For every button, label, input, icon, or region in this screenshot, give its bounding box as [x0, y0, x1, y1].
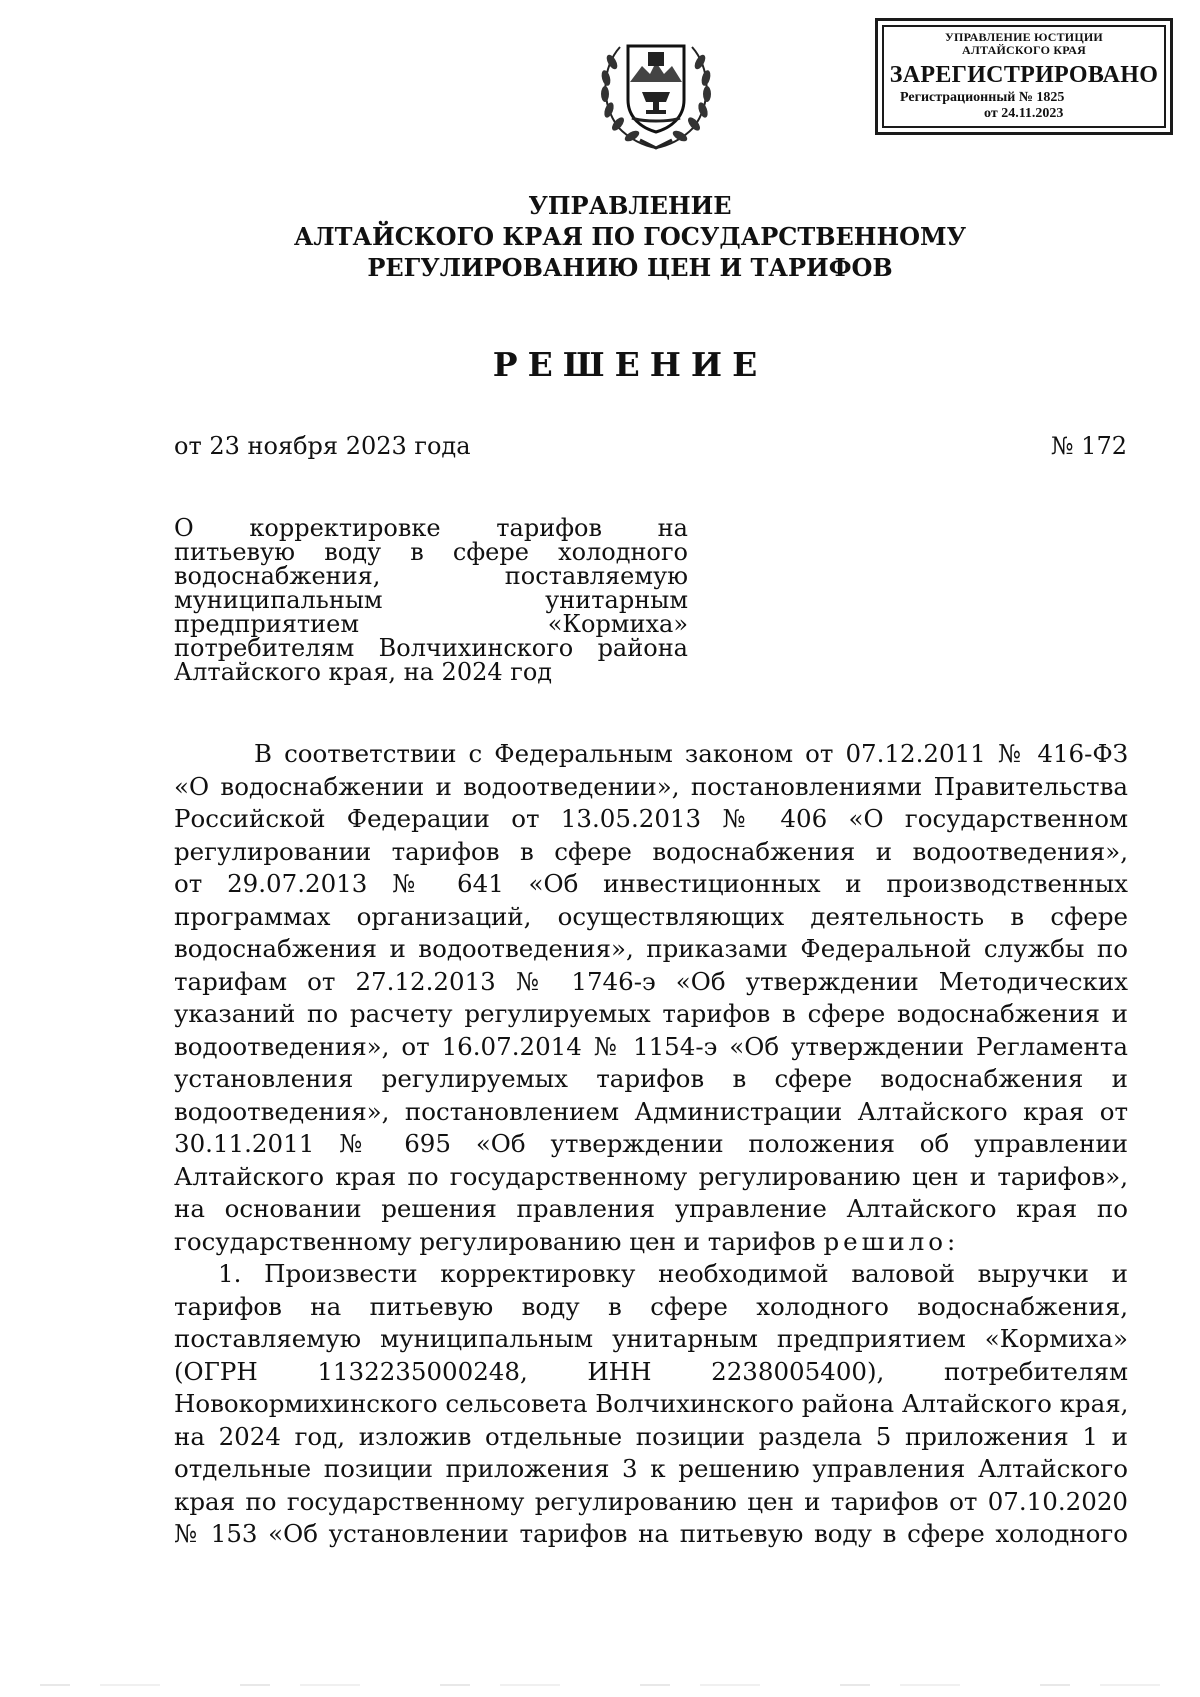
- body-line: водоотведения», постановлением Администрации Алтайского края от: [174, 1096, 1128, 1126]
- scan-edge-artifact: [40, 1684, 1160, 1686]
- body-line: тарифам от 27.12.2013 № 1746-э «Об утверждении Методических: [174, 966, 1128, 996]
- stamp-org-line2: АЛТАЙСКОГО КРАЯ: [962, 43, 1086, 57]
- body-line: В соответствии с Федеральным законом от 07.12.2011 № 416-ФЗ: [254, 739, 1128, 768]
- subject-line: муниципальным унитарным: [174, 586, 688, 614]
- body-line: установления регулируемых тарифов в сфере водоснабжения и: [174, 1064, 1128, 1093]
- document-body: [174, 738, 1128, 1551]
- item1-line: 1. Произвести корректировку необходимой валовой выручки и: [218, 1259, 1128, 1288]
- body-line: 30.11.2011 № 695 «Об утверждении положения об управлении: [174, 1129, 1128, 1158]
- body-line-decision: [174, 1226, 1128, 1259]
- body-line: водоснабжения и водоотведения», приказами Федеральной службы по: [174, 934, 1128, 963]
- subject-line: питьевую воду в сфере холодного: [174, 538, 688, 566]
- item1-line: № 153 «Об установлении тарифов на питьевую воду в сфере холодного: [174, 1519, 1128, 1548]
- body-line: государственному регулированию цен и тарифов: [174, 1226, 816, 1256]
- document-type: РЕШЕНИЕ: [492, 345, 768, 384]
- body-line: от 29.07.2013 № 641 «Об инвестиционных и производственных: [174, 869, 1128, 898]
- subject-line: О корректировке тарифов на: [174, 514, 688, 542]
- authority-line-3: РЕГУЛИРОВАНИЮ ЦЕН И ТАРИФОВ: [367, 253, 893, 282]
- subject-line: водоснабжения, поставляемую: [174, 562, 688, 590]
- body-line: Алтайского края по государственному регулированию цен и тарифов»,: [174, 1161, 1128, 1191]
- body-line: «О водоснабжении и водоотведении», постановлениями Правительства: [174, 771, 1128, 801]
- item1-line: отдельные позиции приложения 3 к решению управления Алтайского: [174, 1454, 1128, 1483]
- item1-line: поставляемую муниципальным унитарным предприятием «Кормиха»: [174, 1324, 1128, 1353]
- document-subject: [174, 516, 688, 684]
- body-line: на основании решения правления управление Алтайского края по: [174, 1194, 1128, 1223]
- altai-krai-coat-of-arms-icon: [590, 22, 722, 154]
- stamp-reg-number: Регистрационный № 1825: [900, 90, 1065, 105]
- stamp-org-line1: УПРАВЛЕНИЕ ЮСТИЦИИ: [945, 30, 1103, 44]
- issuing-authority: [0, 190, 1200, 283]
- body-line: регулировании тарифов в сфере водоснабжения и водоотведения»,: [174, 836, 1128, 866]
- item1-line: края по государственному регулированию цен и тарифов от 07.10.2020: [174, 1486, 1128, 1516]
- registration-stamp: [875, 18, 1173, 135]
- stamp-reg-date: от 24.11.2023: [984, 106, 1064, 121]
- item1-line: тарифов на питьевую воду в сфере холодного водоснабжения,: [174, 1291, 1128, 1321]
- document-number: № 172: [1050, 432, 1127, 460]
- item1-line: (ОГРН 1132235000248, ИНН 2238005400), потребителям: [174, 1356, 1128, 1386]
- item1-line: на 2024 год, изложив отдельные позиции раздела 5 приложения 1 и: [174, 1421, 1128, 1451]
- document-date: от 23 ноября 2023 года: [174, 432, 471, 460]
- body-line: указаний по расчету регулируемых тарифов в сфере водоснабжения и: [174, 999, 1128, 1028]
- subject-line: потребителям Волчихинского района: [174, 634, 688, 662]
- authority-line-1: УПРАВЛЕНИЕ: [528, 191, 732, 220]
- subject-line: предприятием «Кормиха»: [174, 610, 688, 638]
- subject-line: Алтайского края, на 2024 год: [174, 658, 553, 686]
- authority-line-2: АЛТАЙСКОГО КРАЯ ПО ГОСУДАРСТВЕННОМУ: [293, 222, 967, 251]
- body-line: программах организаций, осуществляющих деятельность в сфере: [174, 901, 1128, 931]
- decided-word: решило:: [823, 1226, 960, 1256]
- registration-stamp-frame: [882, 25, 1166, 128]
- item1-line: Новокормихинского сельсовета Волчихинского района Алтайского края,: [174, 1389, 1129, 1418]
- body-line: водоотведения», от 16.07.2014 № 1154-э «Об утверждении Регламента: [174, 1031, 1128, 1061]
- body-line: Российской Федерации от 13.05.2013 № 406 «О государственном: [174, 804, 1128, 833]
- stamp-status: ЗАРЕГИСТРИРОВАНО: [889, 62, 1159, 88]
